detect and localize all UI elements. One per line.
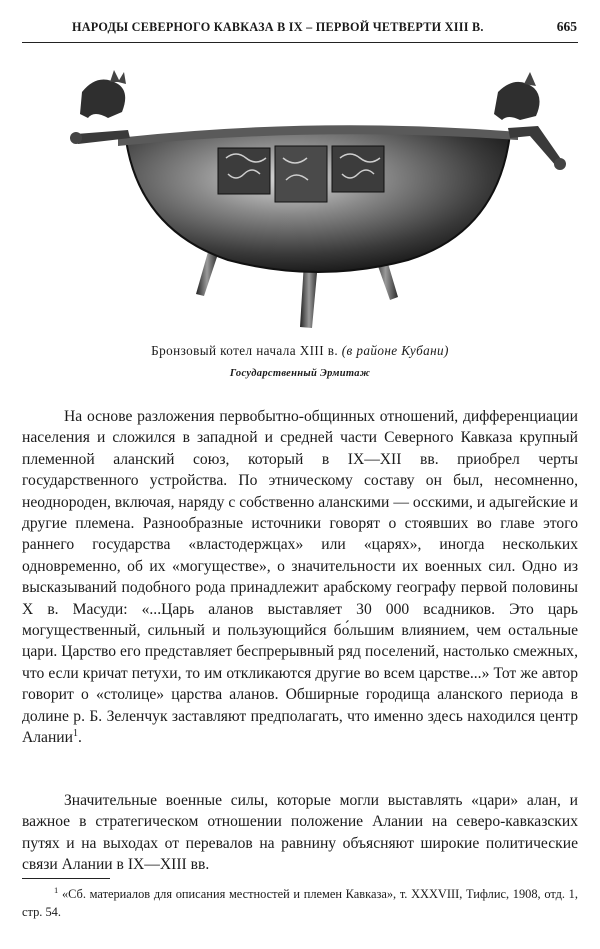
right-handle-knob bbox=[554, 158, 566, 170]
bronze-cauldron-illustration bbox=[68, 62, 568, 334]
figure-caption bbox=[0, 343, 600, 359]
paragraph-text: На основе разложения первобытно-общинных отношений, дифференциации населения и сложился в западной и средней части Северного Кавказа крупный племенной аланский союз, который в IX—XII вв. приобрел черты государственного устройства. По этническому составу он был, несомненно, неоднороден, включая, наряду с собственно аланскими — осскими, и адыгейские и другие племена. Разнообразные источники говорят о стоявших во главе этого раннего государства «властодержцах» или «царях», иногда нескольких одновременно, об их «могуществе», о значительности их военных сил. Одно из высказываний подобного рода принадлежит арабскому географу первой половины X в. Масуди: «...Царь аланов выставляет 30 000 всадников. Это царь могущественный, сильный и пользующийся бо́льшим влиянием, чем остальные цари. Царство его представляет беспрерывный ряд поселений, настолько смежных, что если кричат петухи, то им откликаются другие во всем царстве...» Тот же автор говорит о «столице» царства аланов. Обширные городища аланского периода в долине р. Б. Зеленчук заставляют предполагать, что именно здесь находился центр Алании bbox=[22, 408, 578, 747]
right-animal-ears bbox=[524, 72, 536, 86]
ornament-panel bbox=[275, 146, 327, 202]
paragraph-text: Значительные военные силы, которые могли выставлять «цари» алан, и важное в стратегическом отношении положение Алании на северо-кавказских путях и на выходах от перевалов на равнину объясняют широкие политические связи Алании в IX—XIII вв. bbox=[22, 792, 578, 874]
footnote-rule bbox=[22, 878, 110, 879]
ornament-panel bbox=[218, 148, 270, 194]
left-handle-knob bbox=[70, 132, 82, 144]
paragraph bbox=[22, 790, 578, 876]
left-animal-figure bbox=[80, 80, 125, 119]
footnote-reference[interactable]: 1 bbox=[73, 727, 78, 739]
cauldron-leg bbox=[196, 252, 218, 296]
right-handle bbox=[508, 126, 563, 166]
running-head bbox=[72, 19, 577, 39]
cauldron-photo bbox=[68, 62, 568, 334]
figure-credit: Государственный Эрмитаж bbox=[229, 368, 371, 379]
running-title: НАРОДЫ СЕВЕРНОГО КАВКАЗА В IX – ПЕРВОЙ ЧЕТВЕРТИ XIII В. bbox=[72, 20, 484, 34]
ornament-panel bbox=[332, 146, 384, 192]
page-number: 665 bbox=[556, 19, 577, 34]
left-animal-ears bbox=[110, 70, 126, 84]
caption-text: Бронзовый котел начала XIII в. bbox=[151, 343, 339, 358]
footnote-text: «Сб. материалов для описания местностей и племен Кавказа», т. XXXVIII, Тифлис, 1908, отд. 1, стр. 54. bbox=[22, 887, 578, 919]
right-animal-figure bbox=[494, 82, 540, 120]
paragraph: На основе разложения первобытно-общинных отношений, дифференциации населения и сложился в западной и средней части Северного Кавказа крупный племенной аланский союз, который в IX—XII вв. приобрел черты государственного устройства. По этническому составу он был, несомненно, неоднороден, включая, наряду с собственно аланскими — осскими, и адыгейские и другие племена. Разнообразные источники говорят о стоявших во главе этого раннего государства «властодержцах» или «царях», иногда нескольких одновременно, об их «могуществе», о значительности их военных сил. Одно из высказываний подобного рода принадлежит арабскому географу первой половины X в. Масуди: «...Царь аланов выставляет 30 000 всадников. Это царь могущественный, сильный и пользующийся бо́льшим влиянием, чем остальные цари. Царство его представляет беспрерывный ряд поселений, настолько смежных, что если кричат петухи, то им откликаются другие во всем царстве...» Тот же автор говорит о «столице» царства аланов. Обширные городища аланского периода в долине р. Б. Зеленчук заставляют предполагать, что именно здесь находился центр Алании$^1$. bbox=[22, 408, 578, 747]
caption-location: (в районе Кубани) bbox=[341, 343, 449, 358]
header-rule bbox=[22, 42, 578, 43]
footnote bbox=[22, 886, 578, 921]
footnote-number: 1 bbox=[54, 884, 59, 895]
